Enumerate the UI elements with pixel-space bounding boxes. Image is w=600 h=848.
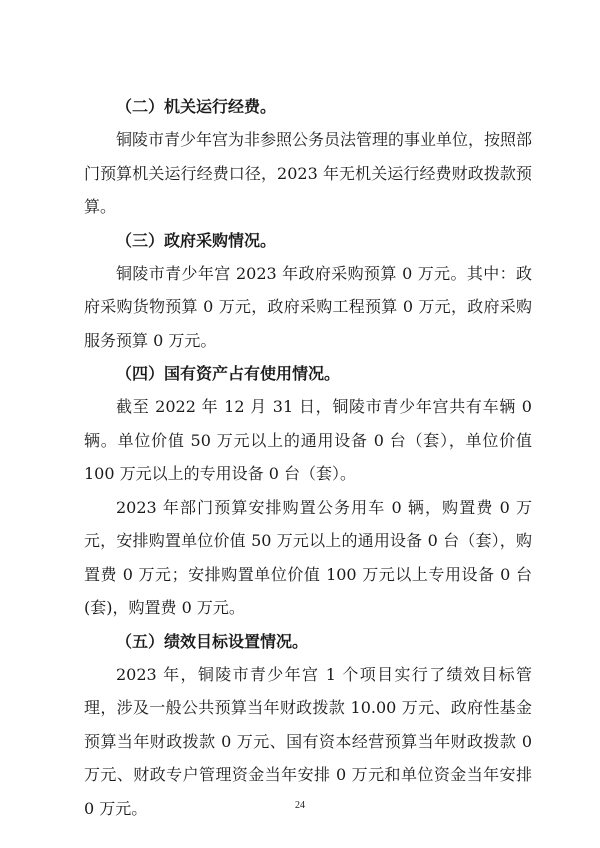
paragraph-performance-targets: 2023 年，铜陵市青少年宫 1 个项目实行了绩效目标管理，涉及一般公共预算当年财政拨款 10.00 万元、政府性基金预算当年财政拨款 0 万元、国有资本经营预算当年财政拨款 0 万元、财政专户管理资金当年安排 0 万元和单位资金当年安排 0 万元。: [84, 664, 532, 818]
document-body: [84, 90, 532, 825]
paragraph-operating-expenses: 铜陵市青少年宫为非参照公务员法管理的事业单位，按照部门预算机关运行经费口径，2023 年无机关运行经费财政拨款预算。: [84, 130, 533, 216]
paragraph-government-procurement: 铜陵市青少年宫 2023 年政府采购预算 0 万元。其中：政府采购货物预算 0 万元，政府采购工程预算 0 万元，政府采购服务预算 0 万元。: [84, 263, 532, 350]
page-number: 24: [295, 800, 305, 811]
section-heading-government-procurement: （三）政府采购情况。: [116, 230, 277, 250]
paragraph-state-assets-holdings: 截至 2022 年 12 月 31 日，铜陵市青少年宫共有车辆 0 辆。单位价值 50 万元以上的通用设备 0 台（套），单位价值 100 万元以上的专用设备 0 台（套）。: [84, 397, 532, 483]
section-heading-performance-targets: （五）绩效目标设置情况。: [116, 631, 309, 651]
section-heading-state-assets: （四）国有资产占有使用情况。: [116, 364, 341, 383]
section-heading-operating-expenses: （二）机关运行经费。: [116, 97, 277, 116]
paragraph-state-assets-purchases: 2023 年部门预算安排购置公务用车 0 辆，购置费 0 万元，安排购置单位价值 50 万元以上的通用设备 0 台（套），购置费 0 万元；安排购置单位价值 100 万元以上专用设备 0 台(套)，购置费 0 万元。: [84, 497, 532, 617]
